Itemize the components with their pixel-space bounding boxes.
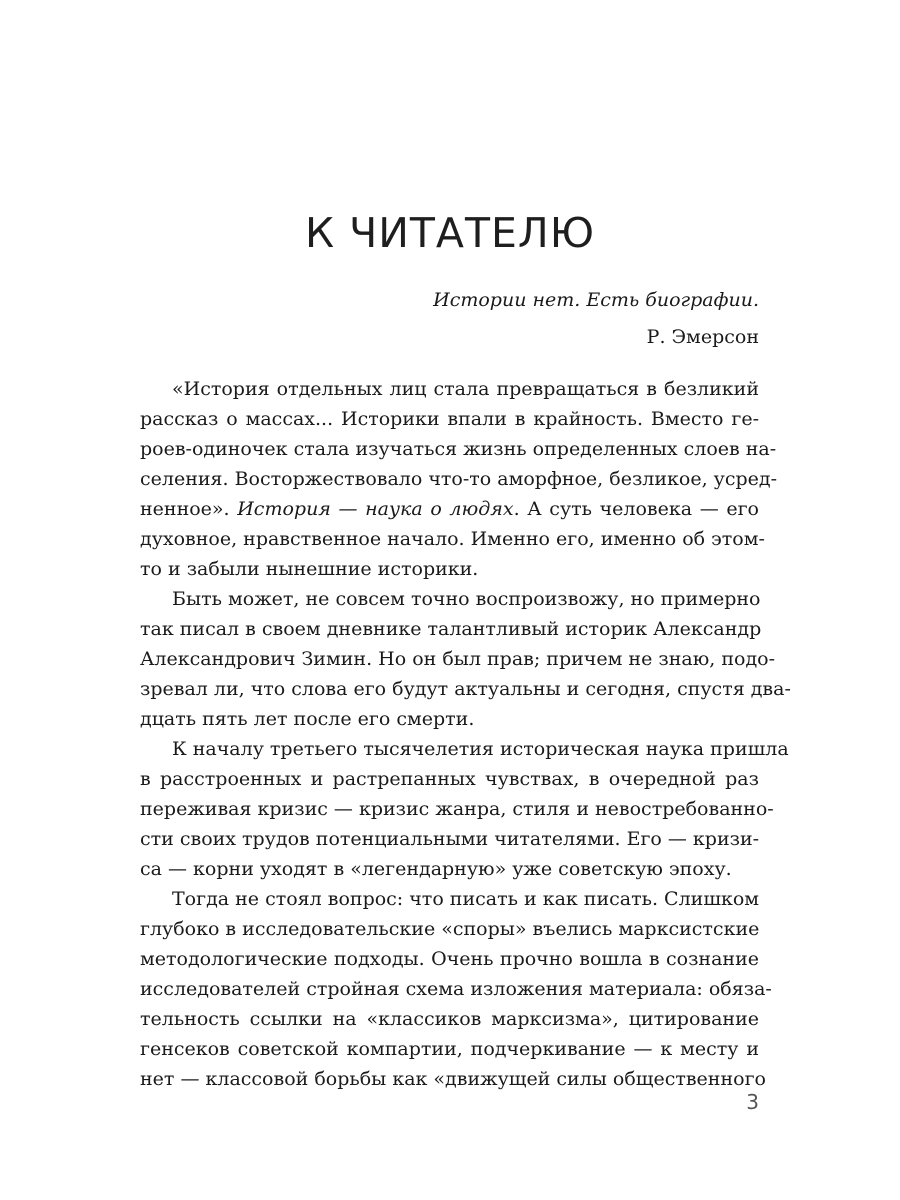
paragraph [140, 884, 772, 1094]
text-line: тельность ссылки на «классиков марксизма», цитирование [140, 1008, 759, 1030]
text-line: рассказ о массах... Историки впали в крайность. Вместо ге- [140, 408, 759, 430]
paragraph [140, 374, 778, 584]
page-number: 3 [746, 1090, 759, 1114]
text-line: методологические подходы. Очень прочно вошла в сознание [140, 948, 759, 970]
body-text [140, 374, 791, 1094]
text-line: нет — классовой борьбы как «движущей силы общественного [140, 1068, 766, 1090]
text-line: са — корни уходят в «легендарную» уже советскую эпоху. [140, 858, 732, 880]
text-fragment: ненное». [140, 498, 238, 520]
text-line: то и забыли нынешние историки. [140, 558, 479, 580]
epigraph [400, 282, 759, 356]
epigraph-quote: Истории нет. Есть биографии. [433, 289, 759, 311]
paragraph [140, 584, 791, 734]
text-line: генсеков советской компартии, подчеркивание — к месту и [140, 1038, 759, 1060]
chapter-title: К ЧИТАТЕЛЮ [304, 209, 596, 257]
text-line: Тогда не стоял вопрос: что писать и как писать. Слишком [172, 888, 760, 910]
text-fragment: . А суть человека — его [513, 498, 759, 520]
text-line: Александрович Зимин. Но он был прав; причем не знаю, подо- [140, 648, 776, 670]
text-line: «История отдельных лиц стала превращаться в безликий [172, 378, 759, 400]
text-line: в расстроенных и растрепанных чувствах, в очередной раз [140, 768, 759, 790]
text-line: зревал ли, что слова его будут актуальны и сегодня, спустя два- [140, 678, 791, 700]
text-line: глубоко в исследовательские «споры» въелись марксистские [140, 918, 760, 940]
text-line: духовное, нравственное начало. Именно его, именно об этом- [140, 528, 765, 550]
epigraph-author: Р. Эмерсон [646, 326, 759, 348]
italic-phrase: История — наука о людях [237, 498, 514, 520]
text-line: дцать пять лет после его смерти. [140, 708, 475, 730]
text-line-mixed [140, 494, 759, 524]
text-line: исследователей стройная схема изложения материала: обяза- [140, 978, 772, 1000]
text-line: К началу третьего тысячелетия историческая наука пришла [172, 738, 789, 760]
text-line: переживая кризис — кризис жанра, стиля и невостребованно- [140, 798, 774, 820]
paragraph [140, 734, 789, 884]
text-line: роев-одиночек стала изучаться жизнь определенных слоев на- [140, 438, 777, 460]
text-line: так писал в своем дневнике талантливый историк Александр [140, 618, 762, 640]
text-line: селения. Восторжествовало что-то аморфное, безликое, усред- [140, 468, 778, 490]
text-line: Быть может, не совсем точно воспроизвожу, но примерно [172, 588, 761, 610]
text-line: сти своих трудов потенциальными читателями. Его — кризи- [140, 828, 760, 850]
